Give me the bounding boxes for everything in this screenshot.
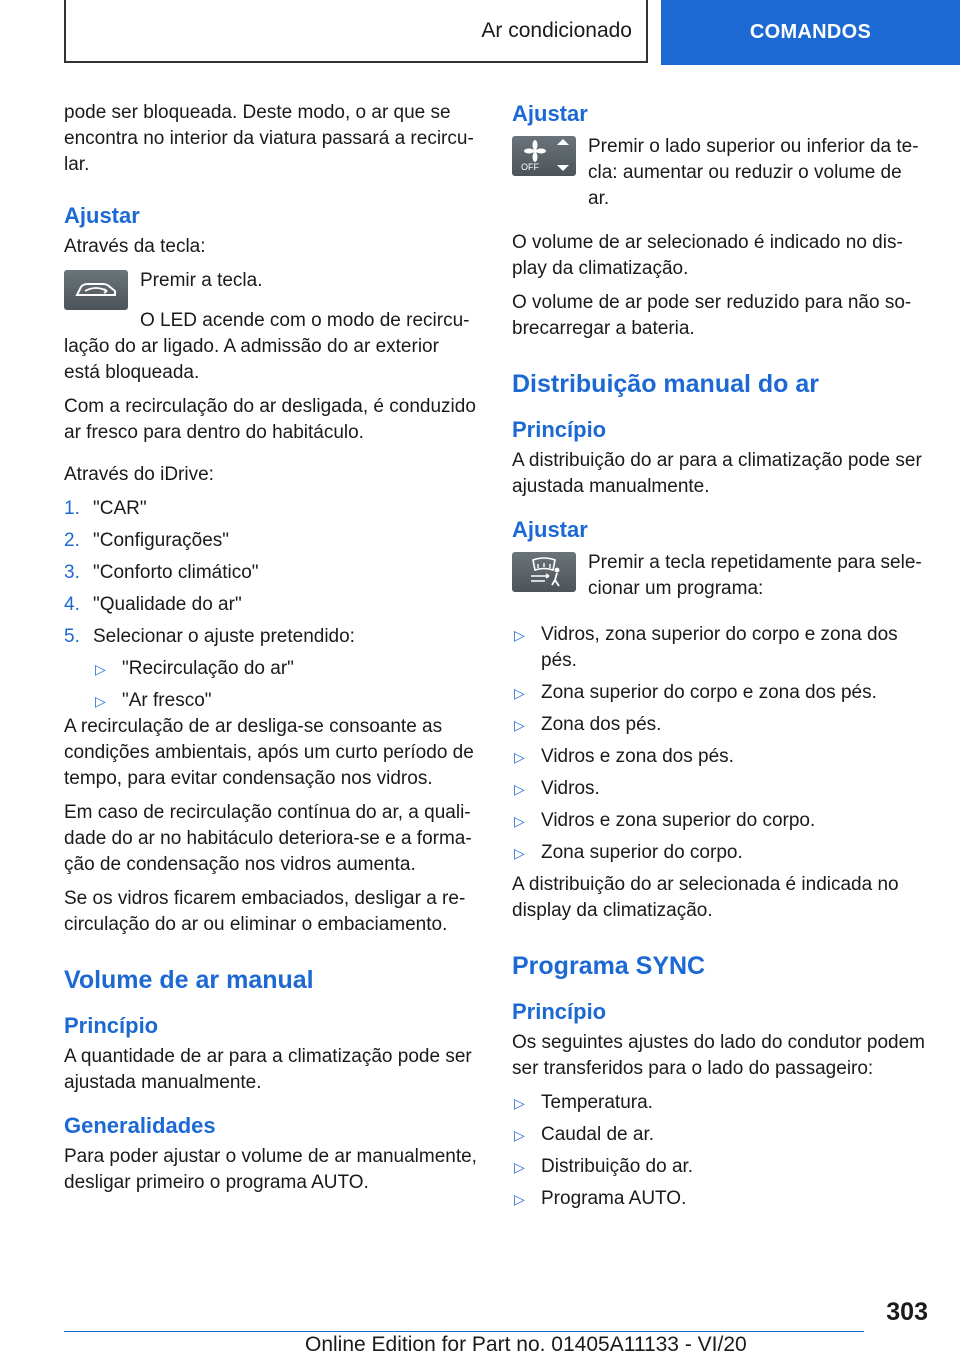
- ajustar-volume-heading: Ajustar: [512, 101, 588, 126]
- premir-tecla-text: Premir a tecla.: [140, 270, 263, 291]
- intro-paragraph: pode ser bloqueada. Deste modo, o ar que se encontra no interior da viatura passará a recircular.: [64, 102, 474, 175]
- program-text: Vidros, zona superior do corpo e zona dos pés.: [541, 624, 898, 671]
- program-text: Vidros.: [541, 778, 600, 799]
- program-text: Vidros e zona dos pés.: [541, 746, 734, 767]
- embaciados-text: Se os vidros ficarem embaciados, desligar a recirculação do ar ou eliminar o embaciamento.: [64, 888, 466, 935]
- generalidades-text: Para poder ajustar o volume de ar manualmente, desligar primeiro o programa AUTO.: [64, 1146, 477, 1193]
- principio-dist-text: A distribuição do ar para a climatização pode ser ajustada manualmente.: [512, 450, 922, 497]
- program-text: Zona superior do corpo.: [541, 842, 743, 863]
- setting-options: [64, 656, 478, 714]
- sync-item: [512, 1154, 928, 1180]
- step-number: 3.: [64, 562, 80, 583]
- bullet-triangle-icon: ▷: [514, 685, 525, 701]
- option-item: [93, 688, 478, 714]
- sync-item-text: Programa AUTO.: [541, 1188, 687, 1209]
- section-title: COMANDOS: [749, 21, 872, 43]
- fan-key-row: [512, 134, 928, 218]
- program-item: [512, 776, 928, 802]
- bullet-triangle-icon: ▷: [514, 749, 525, 765]
- desliga-text: A recirculação de ar desliga-se consoante as condições ambientais, após um curto período de tempo, para evitar condensação nos vidros.: [64, 716, 474, 789]
- bullet-triangle-icon: ▷: [514, 717, 525, 733]
- principio-sync-heading: Princípio: [512, 999, 607, 1024]
- bullet-triangle-icon: ▷: [514, 813, 525, 829]
- ajustar-dist-text: Premir a tecla repetidamente para selecionar um programa:: [588, 552, 922, 599]
- bullet-triangle-icon: ▷: [514, 1127, 525, 1143]
- step-item: [64, 496, 478, 522]
- air-distribution-key-icon: [512, 552, 576, 592]
- distribution-programs: [512, 622, 928, 866]
- step-item: [64, 528, 478, 554]
- bullet-triangle-icon: ▷: [514, 781, 525, 797]
- step-text: "CAR": [93, 498, 147, 519]
- bullet-triangle-icon: ▷: [514, 1159, 525, 1175]
- fan-key-icon: [512, 136, 576, 176]
- step-text: "Conforto climático": [93, 562, 259, 583]
- distribution-key-row: [512, 550, 928, 608]
- chapter-title: Ar condicionado: [481, 18, 632, 42]
- option-text: "Recirculação do ar": [122, 658, 294, 679]
- program-text: Vidros e zona superior do corpo.: [541, 810, 816, 831]
- via-tecla-text: Através da tecla:: [64, 236, 206, 257]
- continua-text: Em caso de recirculação contínua do ar, a qualidade do ar no habitáculo deteriora-se e a formação de condensação nos vidros aumenta.: [64, 802, 472, 875]
- ajustar-volume-text: Premir o lado superior ou inferior da tecla: aumentar ou reduzir o volume de ar.: [588, 136, 919, 209]
- program-item: [512, 712, 928, 738]
- principio-heading: Princípio: [64, 1013, 159, 1038]
- step-number: 4.: [64, 594, 80, 615]
- volume-heading: Volume de ar manual: [64, 966, 314, 994]
- sync-heading: Programa SYNC: [512, 952, 706, 980]
- option-item: [93, 656, 478, 682]
- fan-off-label: OFF: [521, 162, 539, 172]
- footer-edition: Online Edition for Part no. 01405A11133 - VI/20: [305, 1333, 747, 1356]
- sync-item-text: Caudal de ar.: [541, 1124, 655, 1145]
- header-section-tab[interactable]: [661, 0, 960, 65]
- header-chapter: [64, 0, 648, 63]
- ajustar-heading: Ajustar: [64, 203, 140, 228]
- right-column: [512, 100, 928, 1218]
- bullet-triangle-icon: ▷: [514, 1191, 525, 1207]
- generalidades-heading: Generalidades: [64, 1113, 216, 1138]
- distribuicao-heading: Distribuição manual do ar: [512, 370, 820, 398]
- program-text: Zona superior do corpo e zona dos pés.: [541, 682, 877, 703]
- left-column: [64, 100, 478, 1204]
- sync-item-text: Temperatura.: [541, 1092, 653, 1113]
- principio-dist-heading: Princípio: [512, 417, 607, 442]
- sync-item-text: Distribuição do ar.: [541, 1156, 694, 1177]
- step-text: "Configurações": [93, 530, 230, 551]
- step-item: [64, 624, 478, 650]
- option-text: "Ar fresco": [122, 690, 212, 711]
- program-item: [512, 808, 928, 834]
- bullet-triangle-icon: ▷: [95, 661, 106, 677]
- sync-text: Os seguintes ajustes do lado do condutor podem ser transferidos para o lado do passageiro:: [512, 1032, 925, 1079]
- sync-items: [512, 1090, 928, 1212]
- principio-text: A quantidade de ar para a climatização pode ser ajustada manualmente.: [64, 1046, 472, 1093]
- bullet-triangle-icon: ▷: [514, 1095, 525, 1111]
- step-item: [64, 560, 478, 586]
- bullet-triangle-icon: ▷: [514, 627, 525, 643]
- bullet-triangle-icon: ▷: [95, 693, 106, 709]
- step-number: 1.: [64, 498, 80, 519]
- desligada-text: Com a recirculação do ar desligada, é conduzido ar fresco para dentro do habitáculo.: [64, 396, 476, 443]
- step-item: [64, 592, 478, 618]
- sync-item: [512, 1090, 928, 1116]
- program-item: [512, 622, 928, 674]
- recirculation-key-row: [64, 268, 478, 310]
- step-number: 5.: [64, 626, 80, 647]
- page-number: 303: [886, 1298, 928, 1326]
- reduzido-text: O volume de ar pode ser reduzido para não sobrecarregar a bateria.: [512, 292, 912, 339]
- step-text: "Qualidade do ar": [93, 594, 242, 615]
- program-text: Zona dos pés.: [541, 714, 662, 735]
- recirculation-key-icon: [64, 270, 128, 310]
- ajustar-dist-heading: Ajustar: [512, 517, 588, 542]
- program-item: [512, 840, 928, 866]
- dist-indicada-text: A distribuição do ar selecionada é indicada no display da climatização.: [512, 874, 899, 921]
- idrive-steps: [64, 496, 478, 650]
- step-number: 2.: [64, 530, 80, 551]
- program-item: [512, 744, 928, 770]
- led-text: O LED acende com o modo de recirculação do ar ligado. A admissão do ar exterior está bloqueada.: [64, 310, 470, 383]
- indicado-text: O volume de ar selecionado é indicado no display da climatização.: [512, 232, 903, 279]
- sync-item: [512, 1122, 928, 1148]
- bullet-triangle-icon: ▷: [514, 845, 525, 861]
- via-idrive-text: Através do iDrive:: [64, 464, 214, 485]
- step-text: Selecionar o ajuste pretendido:: [93, 626, 355, 647]
- footer-divider: [64, 1331, 864, 1332]
- sync-item: [512, 1186, 928, 1212]
- program-item: [512, 680, 928, 706]
